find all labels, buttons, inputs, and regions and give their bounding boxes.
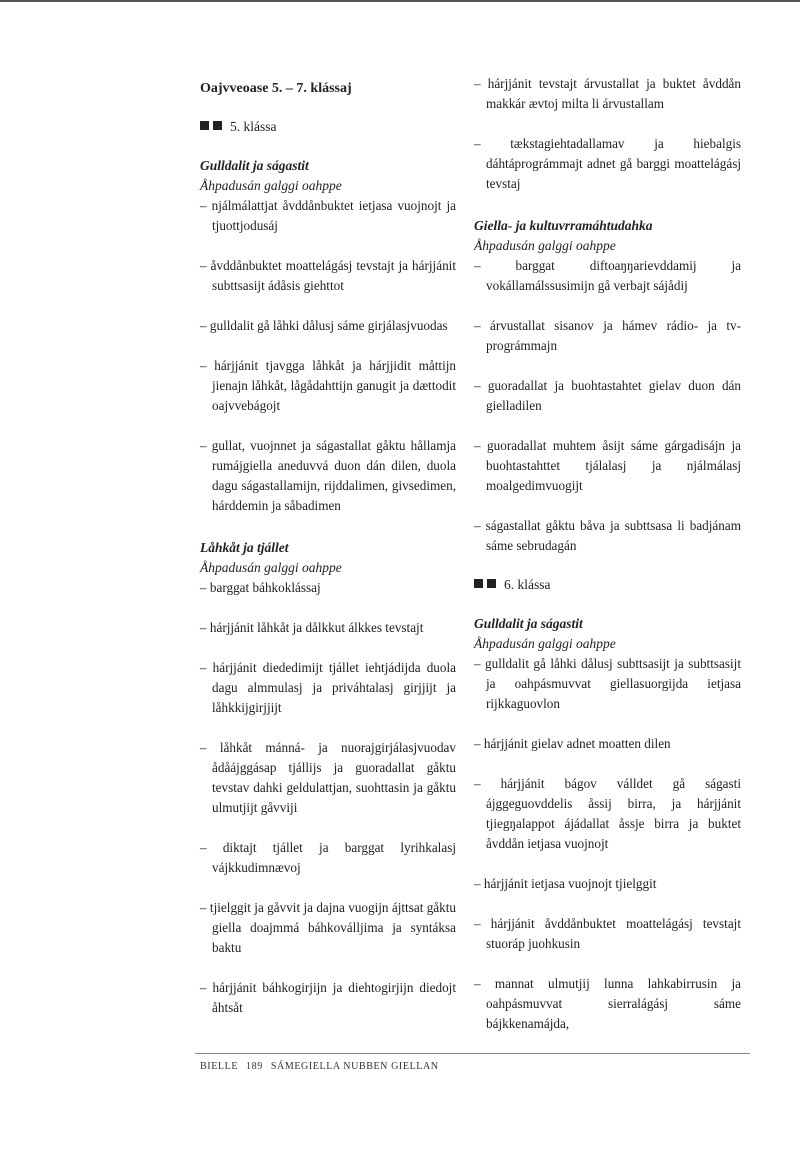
section-title: Gulldalit ja ságastit xyxy=(200,158,309,173)
list-item: – hárjjánit bágov válldet gå ságasti ájggeguovddelis åssij birra, ja hárjjánit tjiegŋalappot ájádallat åssje birra ja buktet åvddån ietjasa vuojnojt xyxy=(474,776,741,851)
section-title: Låhkåt ja tjállet xyxy=(200,540,289,555)
list-item: – tjielggit ja gåvvit ja dajna vuogijn ájttsat gåktu giella doajmmá báhkoválljima ja syntáksa baktu xyxy=(200,900,456,955)
list-item: – hárjjánit låhkåt ja dålkkut álkkes tevstajt xyxy=(200,620,424,635)
section-title: Giella- ja kultuvrramáhtudahka xyxy=(474,218,653,233)
footer-rule xyxy=(195,1053,750,1054)
list-item: – hárjjánit tjavgga låhkåt ja hárjjidit måttijn jienajn låhkåt, lågådahttijn ganugit ja dættodit oajvvebágojt xyxy=(200,358,456,413)
footer-section-label: BIELLE xyxy=(200,1061,239,1072)
square-bullet-icon xyxy=(200,121,209,130)
left-column xyxy=(200,74,456,1038)
list-item: – barggat báhkoklássaj xyxy=(200,580,321,595)
list-item: – gulldalit gå låhki dålusj sáme girjálasjvuodas xyxy=(200,318,448,333)
section-subtitle: Åhpadusán galggi oahppe xyxy=(200,178,342,193)
section-gulldalit xyxy=(200,156,456,516)
section-title: Gulldalit ja ságastit xyxy=(474,616,583,631)
section-subtitle: Åhpadusán galggi oahppe xyxy=(200,560,342,575)
list-item: – mannat ulmutjij lunna lahkabirrusin ja oahpásmuvvat sierralágásj sáme bájkkenamájda, xyxy=(474,976,741,1031)
document-title: Oajvveoase 5. – 7. klássaj xyxy=(200,81,352,96)
list-item: – hárjjánit báhkogirjijn ja diehtogirjijn diedojt åhtsåt xyxy=(200,980,456,1015)
list-item: – åvddånbuktet moattelágásj tevstajt ja hárjjánit subttsasijt ádåsis giehttot xyxy=(200,258,456,293)
list-item: – gullat, vuojnnet ja ságastallat gåktu hållamja rumájgiella aneduvvá duon dán dilen, duola dagu ságastallamijn, rijddalimen, givsedimen, hárddemin ja såbadimen xyxy=(200,438,456,513)
square-bullet-icon xyxy=(487,579,496,588)
list-item: – árvustallat sisanov ja hámev rádio- ja tv-prográmmajn xyxy=(474,318,741,353)
list-item: – hárjjánit diededimijt tjállet iehtjádijda duola dagu almmulasj ja priváhtalasj girjjijt ja låhkkijgirjjijt xyxy=(200,660,456,715)
list-item: – låhkåt mánná- ja nuorajgirjálasjvuodav ådåájggásap tjállijs ja guoradallat gåktu tevstav dahki geldulattjan, suohttasin ja gåktu ulmutjijt gåvviji xyxy=(200,740,456,815)
list-item: – ságastallat gåktu båva ja subttsasa li badjánam sáme sebrudagán xyxy=(474,518,741,553)
top-rule xyxy=(0,0,800,2)
class-heading-6 xyxy=(474,576,741,594)
section-subtitle: Åhpadusán galggi oahppe xyxy=(474,238,616,253)
footer-book-title: SÁMEGIELLA NUBBEN GIELLAN xyxy=(270,1061,439,1072)
list-item: – hárjjánit gielav adnet moatten dilen xyxy=(474,736,671,751)
section-lahkat xyxy=(200,538,456,1018)
square-bullet-icon xyxy=(474,579,483,588)
list-item: – barggat diftoaŋŋarievddamij ja vokállamálssusimijn gå verbajt sájådij xyxy=(474,258,741,293)
list-item: – guoradallat muhtem åsijt sáme gárgadisájn ja buohtastahttet tjálalasj ja njálmálasj moalgedimvuogijt xyxy=(474,438,741,493)
list-item: – tækstagiehtadallamav ja hiebalgis dáhtáprográmmajt adnet gå barggi moattelágásj tevstaj xyxy=(474,136,741,191)
class-heading-label: 5. klássa xyxy=(230,119,277,134)
list-item: – diktajt tjállet ja barggat lyrihkalasj vájkkudimnævoj xyxy=(200,840,456,875)
list-item: – njálmálattjat åvddånbuktet ietjasa vuojnojt ja tjuottjodusáj xyxy=(200,198,456,233)
list-item: – hárjjánit ietjasa vuojnojt tjielggit xyxy=(474,876,657,891)
square-bullet-icon xyxy=(213,121,222,130)
section-giella-kultuvra xyxy=(474,216,741,556)
section-gulldalit-6 xyxy=(474,614,741,1034)
list-item: – hárjjánit åvddånbuktet moattelágásj tevstajt stuoráp juohkusin xyxy=(474,916,741,951)
section-subtitle: Åhpadusán galggi oahppe xyxy=(474,636,616,651)
page-footer xyxy=(200,1061,439,1072)
page-number: 189 xyxy=(246,1061,263,1072)
list-item: – hárjjánit tevstajt árvustallat ja buktet åvddån makkár ævtoj milta li árvustallam xyxy=(474,76,741,111)
class-heading-5 xyxy=(200,118,456,136)
list-item: – gulldalit gå låhki dålusj subttsasijt ja subttsasijt ja oahpásmuvvat giellasuorgijda ietjasa rijkkaguovlon xyxy=(474,656,741,711)
class-heading-label: 6. klássa xyxy=(504,577,551,592)
list-item: – guoradallat ja buohtastahtet gielav duon dán gielladilen xyxy=(474,378,741,413)
right-column xyxy=(474,74,741,1054)
